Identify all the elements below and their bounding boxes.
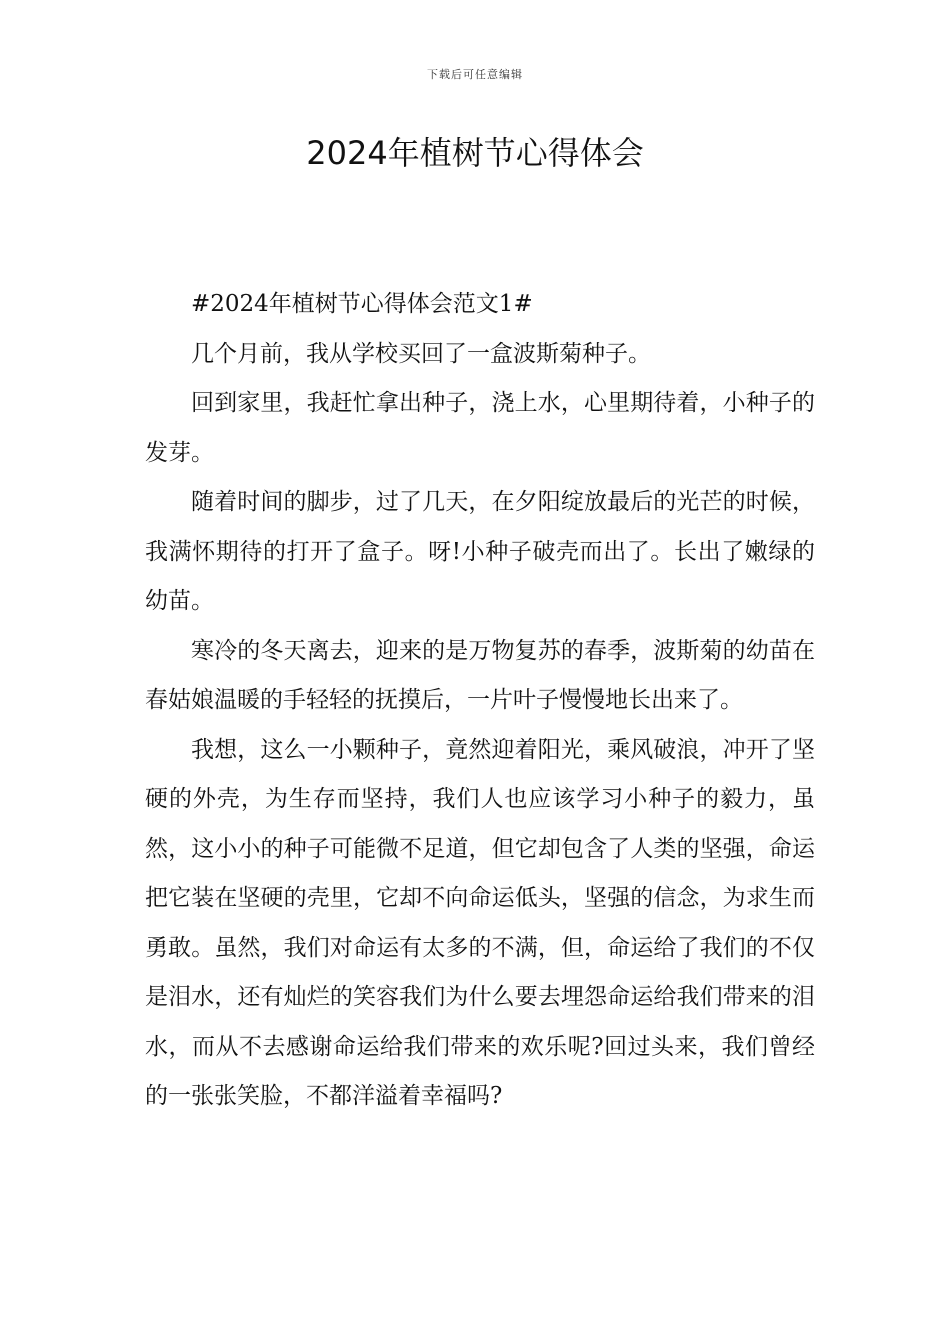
paragraph: 几个月前，我从学校买回了一盒波斯菊种子。 [191,340,651,367]
page-title: 2024年植树节心得体会 [306,134,644,172]
paragraph: 寒冷的冬天离去，迎来的是万物复苏的春季，波斯菊的幼苗在春姑娘温暖的手轻轻的抚摸后，一片叶子慢慢地长出来了。 [145,637,815,713]
header-note: 下载后可任意编辑 [427,68,523,81]
paragraph: 我想，这么一小颗种子，竟然迎着阳光，乘风破浪，冲开了坚硬的外壳，为生存而坚持，我们人也应该学习小种子的毅力，虽然，这小小的种子可能微不足道，但它却包含了人类的坚强，命运把它装在坚硬的壳里，它却不向命运低头，坚强的信念，为求生而勇敢。虽然，我们对命运有太多的不满，但，命运给了我们的不仅是泪水，还有灿烂的笑容我们为什么要去埋怨命运给我们带来的泪水，而从不去感谢命运给我们带来的欢乐呢?回过头来，我们曾经的一张张笑脸，不都洋溢着幸福吗? [145,736,815,1109]
document-body [145,280,815,1122]
paragraph: 随着时间的脚步，过了几天，在夕阳绽放最后的光芒的时候，我满怀期待的打开了盒子。呀!小种子破壳而出了。长出了嫩绿的幼苗。 [145,489,815,614]
section-heading: #2024年植树节心得体会范文1# [191,291,533,317]
paragraph: 回到家里，我赶忙拿出种子，浇上水，心里期待着，小种子的发芽。 [145,390,815,466]
